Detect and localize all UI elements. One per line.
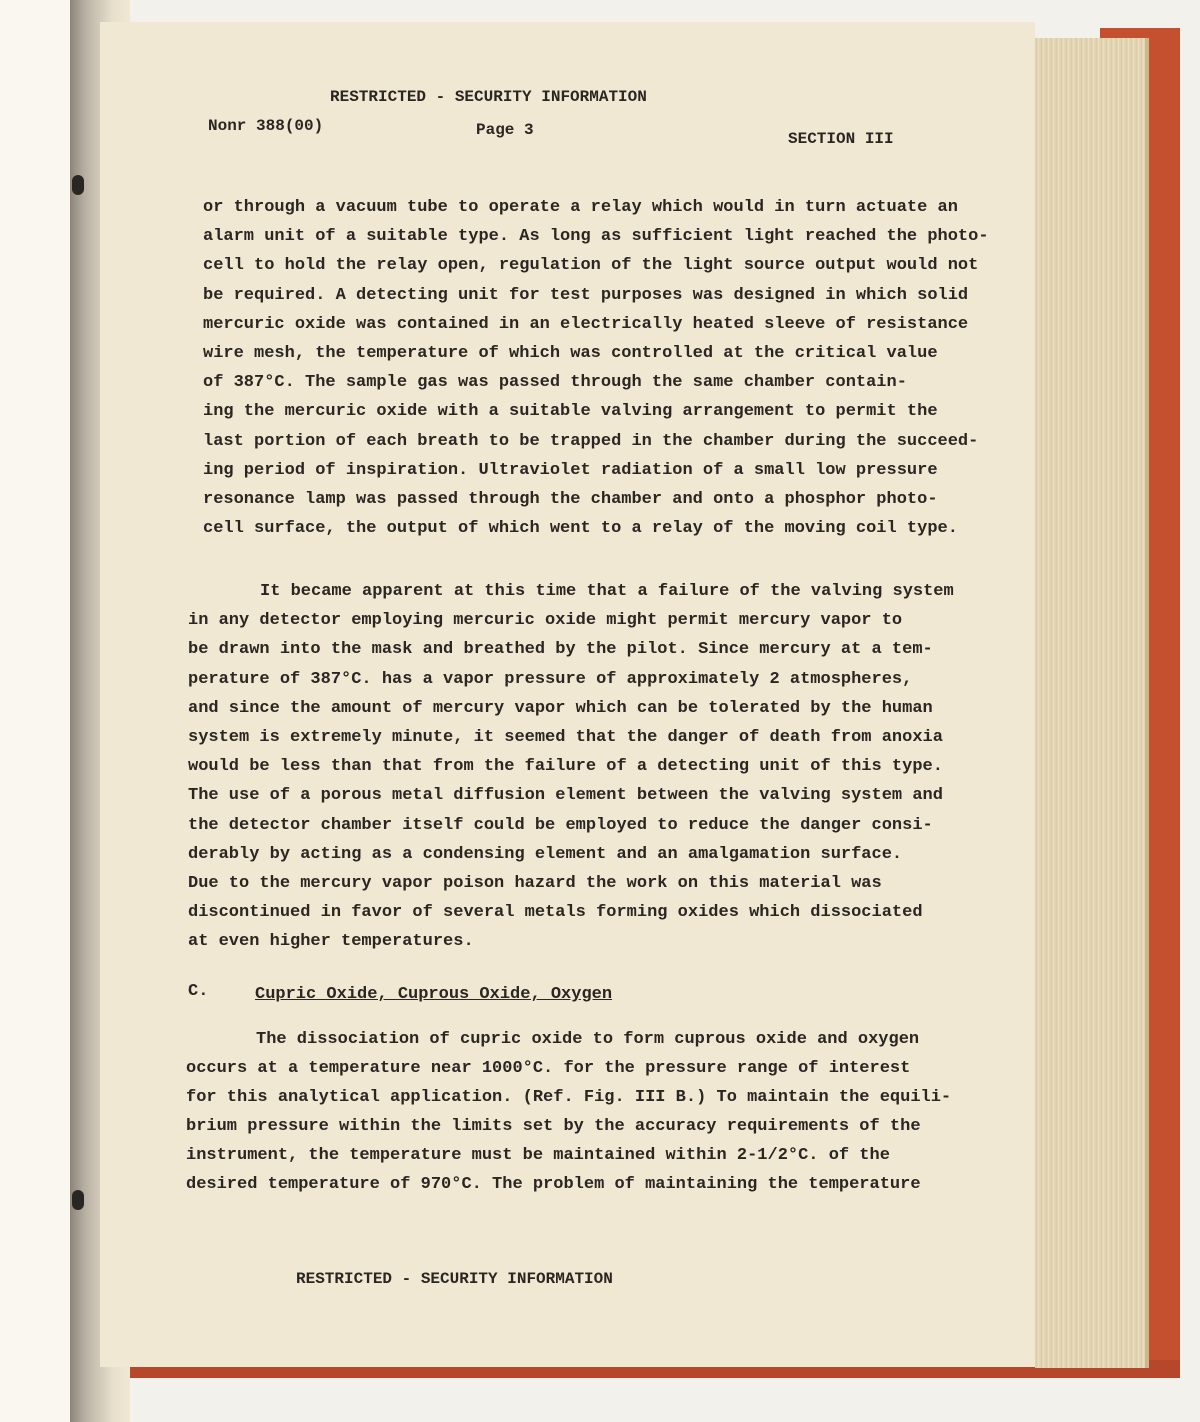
text-line: mercuric oxide was contained in an electrically heated sleeve of resistance bbox=[203, 315, 969, 334]
text-line: resonance lamp was passed through the chamber and onto a phosphor photo- bbox=[203, 490, 938, 509]
text-line: cell surface, the output of which went to a relay of the moving coil type. bbox=[203, 519, 958, 538]
footer-classification: RESTRICTED - SECURITY INFORMATION bbox=[296, 1270, 613, 1288]
text-line: ing period of inspiration. Ultraviolet radiation of a small low pressure bbox=[203, 461, 938, 480]
text-line: for this analytical application. (Ref. Fig. III B.) To maintain the equili- bbox=[186, 1088, 952, 1107]
text-line: It became apparent at this time that a failure of the valving system bbox=[260, 582, 954, 601]
page-number: Page 3 bbox=[476, 121, 534, 139]
text-line: derably by acting as a condensing element and an amalgamation surface. bbox=[188, 845, 903, 864]
text-line: ing the mercuric oxide with a suitable valving arrangement to permit the bbox=[203, 402, 938, 421]
text-line: instrument, the temperature must be maintained within 2-1/2°C. of the bbox=[186, 1146, 890, 1165]
binding-hole bbox=[72, 175, 84, 195]
text-line: Due to the mercury vapor poison hazard the work on this material was bbox=[188, 874, 882, 893]
text-line: system is extremely minute, it seemed that the danger of death from anoxia bbox=[188, 728, 943, 747]
text-line: in any detector employing mercuric oxide might permit mercury vapor to bbox=[188, 611, 903, 630]
text-line: be drawn into the mask and breathed by the pilot. Since mercury at a tem- bbox=[188, 640, 933, 659]
text-line: The use of a porous metal diffusion element between the valving system and bbox=[188, 786, 943, 805]
text-line: desired temperature of 970°C. The problem of maintaining the temperature bbox=[186, 1175, 921, 1194]
text-line: brium pressure within the limits set by the accuracy requirements of the bbox=[186, 1117, 921, 1136]
header-classification: RESTRICTED - SECURITY INFORMATION bbox=[330, 88, 647, 106]
text-line: The dissociation of cupric oxide to form cuprous oxide and oxygen bbox=[256, 1030, 920, 1049]
text-line: wire mesh, the temperature of which was controlled at the critical value bbox=[203, 344, 938, 363]
binding-hole bbox=[72, 1190, 84, 1210]
text-line: last portion of each breath to be trapped in the chamber during the succeed- bbox=[203, 432, 979, 451]
text-line: would be less than that from the failure of a detecting unit of this type. bbox=[188, 757, 943, 776]
text-line: alarm unit of a suitable type. As long as sufficient light reached the photo- bbox=[203, 227, 989, 246]
facing-page bbox=[0, 0, 72, 1422]
section-c-title: Cupric Oxide, Cuprous Oxide, Oxygen bbox=[255, 985, 613, 1004]
section-c-label: C. bbox=[188, 982, 209, 1001]
text-line: the detector chamber itself could be employed to reduce the danger consi- bbox=[188, 816, 933, 835]
text-line: and since the amount of mercury vapor which can be tolerated by the human bbox=[188, 699, 933, 718]
text-line: or through a vacuum tube to operate a relay which would in turn actuate an bbox=[203, 198, 958, 217]
section-label: SECTION III bbox=[788, 130, 894, 148]
text-line: of 387°C. The sample gas was passed through the same chamber contain- bbox=[203, 373, 907, 392]
document-page bbox=[100, 22, 1035, 1367]
text-line: discontinued in favor of several metals forming oxides which dissociated bbox=[188, 903, 923, 922]
text-line: occurs at a temperature near 1000°C. for the pressure range of interest bbox=[186, 1059, 911, 1078]
text-line: perature of 387°C. has a vapor pressure of approximately 2 atmospheres, bbox=[188, 670, 913, 689]
text-line: cell to hold the relay open, regulation of the light source output would not bbox=[203, 256, 979, 275]
text-line: be required. A detecting unit for test purposes was designed in which solid bbox=[203, 286, 969, 305]
text-line: at even higher temperatures. bbox=[188, 932, 474, 951]
page-edges bbox=[1035, 38, 1149, 1368]
contract-number: Nonr 388(00) bbox=[208, 117, 324, 135]
